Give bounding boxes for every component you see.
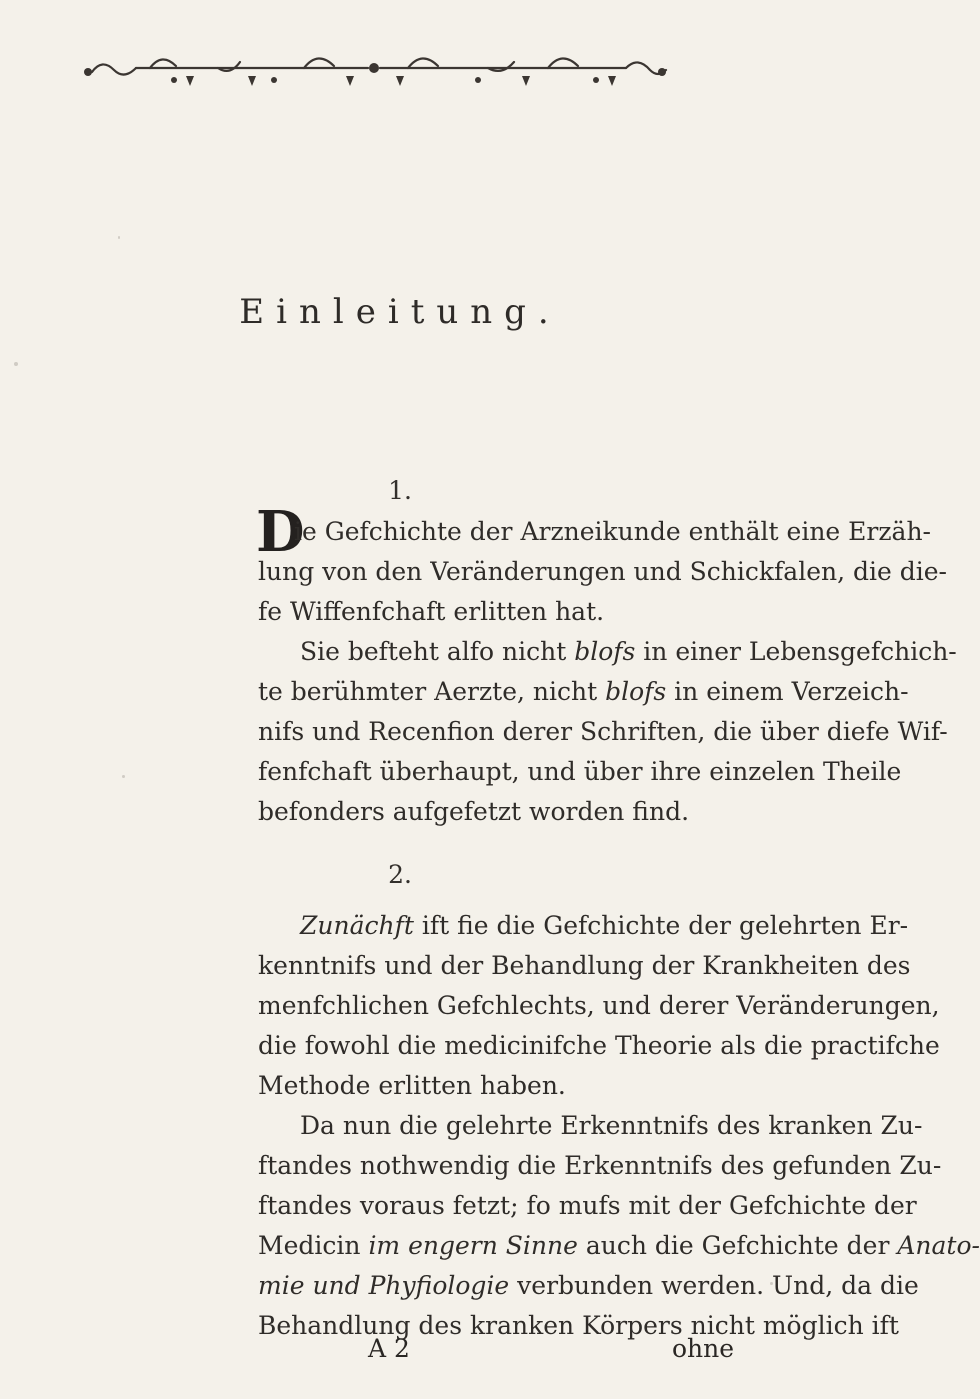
paragraph (258, 906, 940, 1106)
text-line: fe Wiffenfchaft erlitten hat. (258, 597, 605, 626)
signature-mark: A 2 (368, 1334, 410, 1363)
paragraph (258, 1106, 980, 1346)
text-line: Behandlung des kranken Körpers nicht möglich ift (258, 1311, 899, 1340)
paper-speck (770, 1282, 773, 1285)
text-line: ftandes voraus fetzt; fo mufs mit der Gefchichte der (258, 1191, 917, 1220)
page-title: Einleitung. (239, 292, 561, 332)
text-line: ftandes nothwendig die Erkenntnifs des gefunden Zu- (258, 1151, 942, 1180)
text-line: Sie befteht alfo nicht blofs in einer Lebensgefchich- (300, 637, 957, 666)
text-line: ie Gefchichte der Arzneikunde enthält eine Erzäh- (294, 517, 931, 546)
text-line: die fowohl die medicinifche Theorie als die practifche (258, 1031, 940, 1060)
text-line: te berühmter Aerzte, nicht blofs in einem Verzeich- (258, 677, 909, 706)
decorative-head-ornament (78, 46, 670, 96)
text-line: Methode erlitten haben. (258, 1071, 566, 1100)
text-line: menfchlichen Gefchlechts, und derer Veränderungen, (258, 991, 940, 1020)
page-footer (258, 1329, 736, 1369)
paragraph (258, 512, 947, 632)
drop-cap: D (256, 499, 305, 565)
text-line: lung von den Veränderungen und Schickfalen, die die- (258, 557, 947, 586)
catchword: ohne (671, 1334, 734, 1363)
text-line: mie und Phyfiologie verbunden werden. Und, da die (258, 1271, 919, 1300)
text-line: Medicin im engern Sinne auch die Gefchichte der Anato- (258, 1231, 980, 1260)
text-line: befonders aufgefetzt worden find. (258, 797, 690, 826)
paper-speck (14, 362, 18, 366)
text-line: fenfchaft überhaupt, und über ihre einzelen Theile (258, 757, 902, 786)
text-line: kenntnifs und der Behandlung der Krankheiten des (258, 951, 911, 980)
text-line: nifs und Recenfion derer Schriften, die über diefe Wif- (258, 717, 948, 746)
paper-speck (122, 775, 125, 778)
text-line: Da nun die gelehrte Erkenntnifs des kranken Zu- (300, 1111, 923, 1140)
paragraph (258, 632, 957, 832)
paper-speck (118, 236, 120, 239)
text-line: Zunächft ift fie die Gefchichte der gelehrten Er- (300, 911, 909, 940)
section-number: 1. (388, 476, 412, 505)
section-number: 2. (388, 860, 412, 889)
